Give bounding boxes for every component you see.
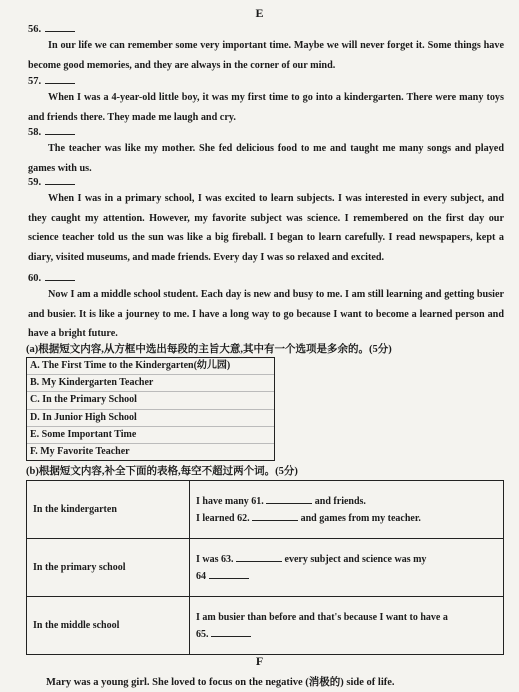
row-label: In the middle school [27, 597, 190, 655]
paragraph-60 [28, 285, 504, 344]
cell-text: 64 [196, 570, 206, 582]
paragraph-text: Now I am a middle school student. Each day is new and busy to me. I am still learning and getting busier and busier. It is like a journey to me. I have a long way to go because I want to become a learned person and have a bright future. [28, 289, 504, 339]
question-number: 59. [28, 177, 42, 188]
options-box [26, 357, 275, 461]
answer-blank-63[interactable] [236, 551, 282, 562]
summary-table [26, 480, 504, 655]
paragraph-59 [28, 189, 504, 267]
answer-blank-64[interactable] [209, 568, 249, 579]
cell-text: and friends. [314, 495, 366, 507]
row-label: In the kindergarten [27, 481, 190, 539]
row-content [190, 481, 504, 539]
option-c: C. In the Primary School [27, 392, 274, 409]
cell-text: every subject and science was my [284, 553, 427, 565]
table-row [27, 597, 504, 655]
option-f: F. My Favorite Teacher [30, 446, 130, 458]
answer-blank[interactable] [45, 271, 75, 281]
row-content [190, 597, 504, 655]
answer-blank-61[interactable] [266, 493, 312, 504]
cell-text: I learned 62. [196, 512, 250, 524]
question-56 [28, 22, 75, 35]
question-58 [28, 125, 75, 138]
section-f-label: F [255, 654, 264, 668]
page-mark: E [255, 6, 264, 20]
paragraph-text: When I was a 4-year-old little boy, it was my first time to go into a kindergarten. There were many toys and friends there. They made me laugh and cry. [28, 92, 504, 123]
question-59 [28, 175, 75, 188]
paragraph-56 [28, 36, 504, 75]
paragraph-text: The teacher was like my mother. She fed delicious food to me and taught me many songs and played games with us. [28, 143, 504, 174]
answer-blank-65[interactable] [211, 626, 251, 637]
cell-text: I am busier than before and that's because I want to have a [196, 611, 448, 623]
question-number: 57. [28, 76, 42, 87]
option-a: A. The First Time to the Kindergarten(幼儿园) [27, 358, 274, 375]
paragraph-57 [28, 88, 504, 127]
task-a-instruction: (a)根据短文内容,从方框中选出每段的主旨大意,其中有一个选项是多余的。(5分) [26, 344, 392, 355]
cell-text: 65. [196, 628, 209, 640]
answer-blank-62[interactable] [252, 510, 298, 521]
cell-text: I was 63. [196, 553, 234, 565]
paragraph-text: When I was in a primary school, I was excited to learn subjects. I was interested in every subject, and they caught my attention. However, my favorite subject was science. I remembered on the first day our science teacher told us the sun was like a big fireball. I began to learn carefully. I read newspapers, kept a diary, visited museums, and made friends. Every day I was so relaxed and excited. [28, 193, 504, 263]
paragraph-text: In our life we can remember some very important time. Maybe we will never forget it. Some things have become good memories, and they are always in the corner of our mind. [28, 40, 504, 71]
answer-blank[interactable] [45, 22, 75, 32]
question-number: 56. [28, 24, 42, 35]
section-f-first-line: Mary was a young girl. She loved to focus on the negative (消极的) side of life. [46, 677, 395, 688]
row-label: In the primary school [27, 539, 190, 597]
table-row [27, 481, 504, 539]
answer-blank[interactable] [45, 175, 75, 185]
question-57 [28, 74, 75, 87]
question-number: 58. [28, 127, 42, 138]
answer-blank[interactable] [45, 74, 75, 84]
question-number: 60. [28, 273, 42, 284]
question-60 [28, 271, 75, 284]
task-b-instruction: (b)根据短文内容,补全下面的表格,每空不超过两个词。(5分) [26, 466, 298, 477]
option-e: E. Some Important Time [27, 427, 274, 444]
cell-text: and games from my teacher. [300, 512, 421, 524]
paragraph-58 [28, 139, 504, 178]
table-row [27, 539, 504, 597]
row-content [190, 539, 504, 597]
answer-blank[interactable] [45, 125, 75, 135]
cell-text: I have many 61. [196, 495, 264, 507]
option-b: B. My Kindergarten Teacher [27, 375, 274, 392]
option-d: D. In Junior High School [27, 410, 274, 427]
